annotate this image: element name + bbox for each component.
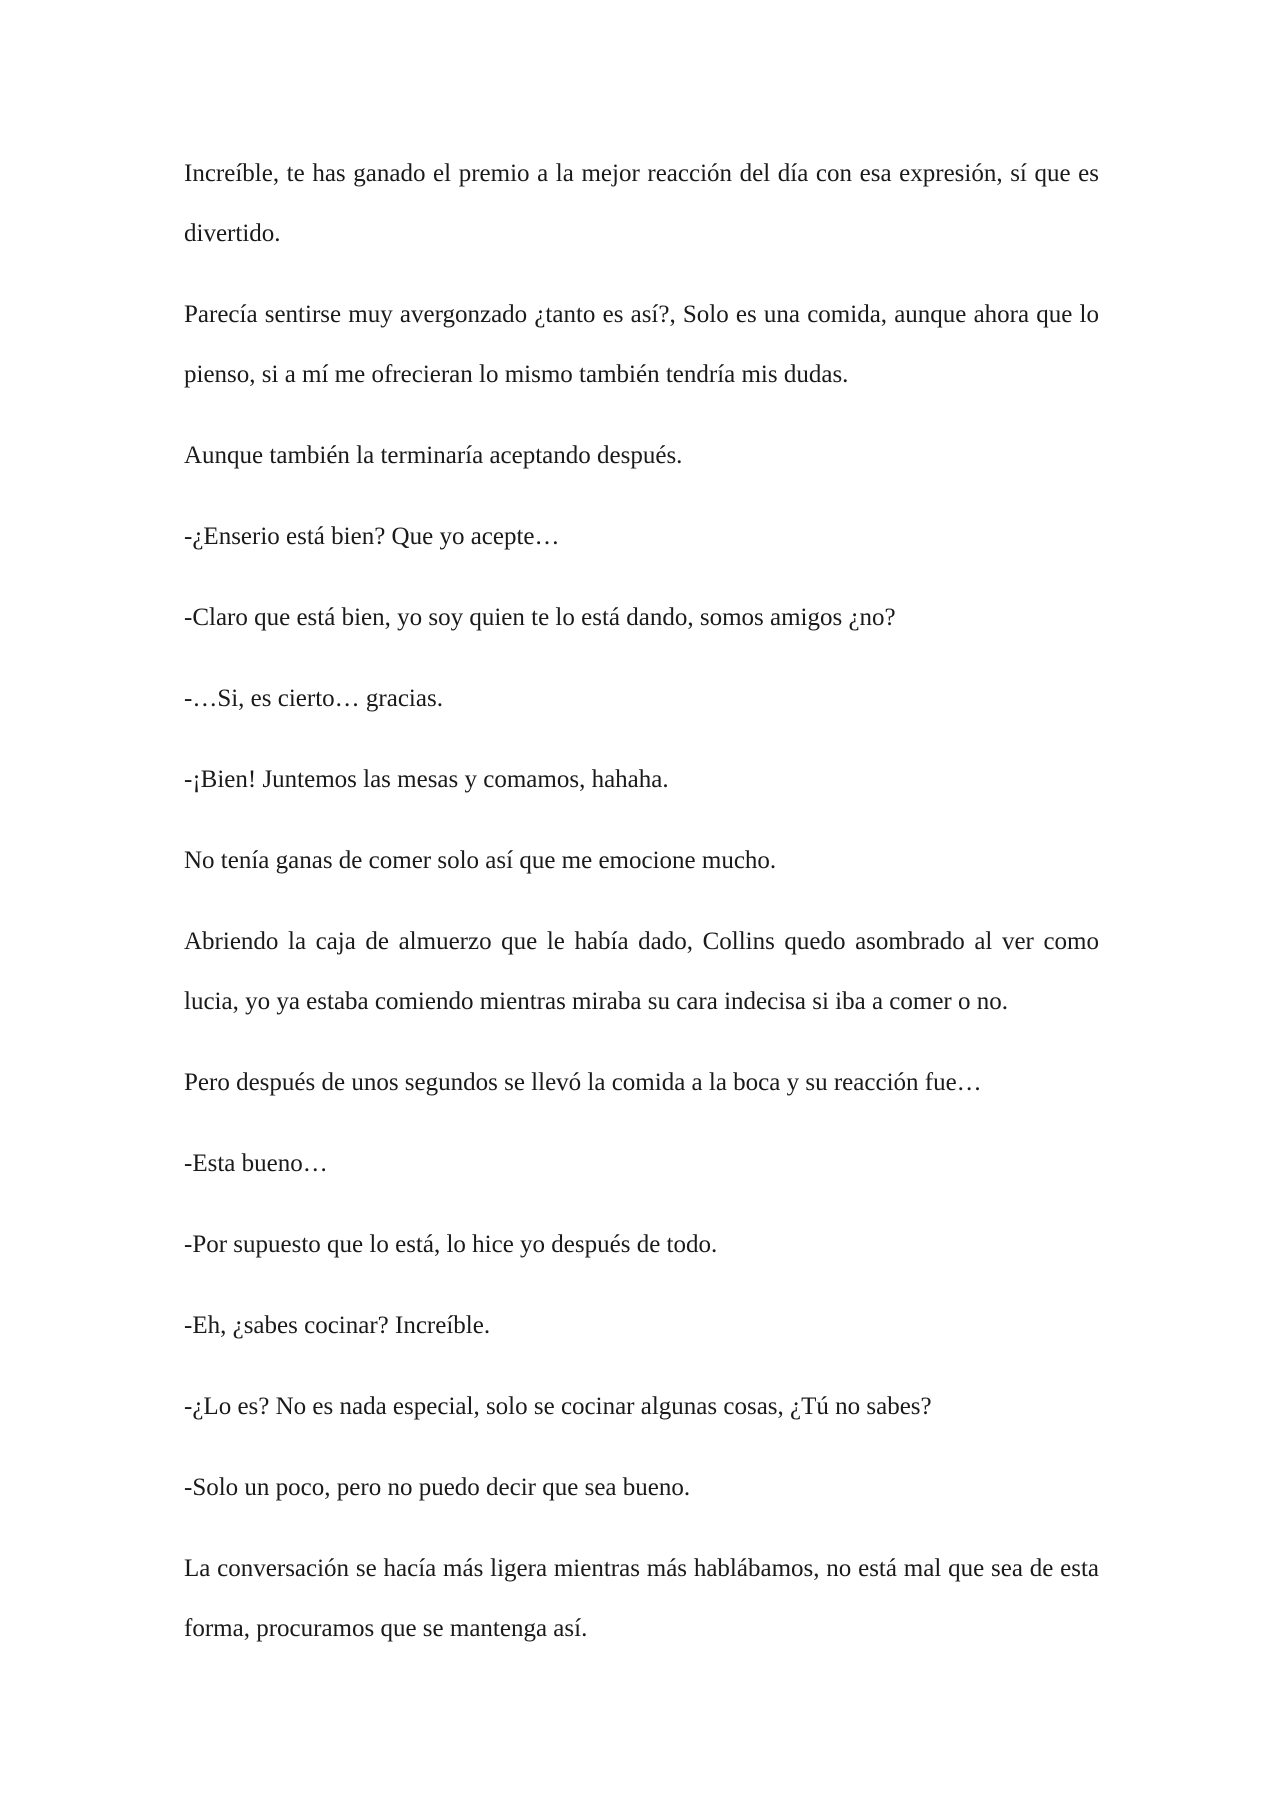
- paragraph-13: -Eh, ¿sabes cocinar? Increíble.: [184, 1312, 491, 1339]
- paragraph-1: Increíble, te has ganado el premio a la mejor reacción del día con esa expresión, sí que es divertido.: [184, 160, 1099, 247]
- paragraph-4: -¿Enserio está bien? Que yo acepte…: [184, 523, 560, 550]
- paragraph-2: Parecía sentirse muy avergonzado ¿tanto es así?, Solo es una comida, aunque ahora que lo pienso, si a mí me ofrecieran lo mismo también tendría mis dudas.: [184, 301, 1099, 388]
- paragraph-5: -Claro que está bien, yo soy quien te lo está dando, somos amigos ¿no?: [184, 604, 896, 631]
- paragraph-15: -Solo un poco, pero no puedo decir que sea bueno.: [184, 1474, 691, 1501]
- document-body: [184, 144, 1099, 1680]
- paragraph-6: -…Si, es cierto… gracias.: [184, 685, 443, 712]
- paragraph-14: -¿Lo es? No es nada especial, solo se cocinar algunas cosas, ¿Tú no sabes?: [184, 1393, 932, 1420]
- paragraph-10: Pero después de unos segundos se llevó la comida a la boca y su reacción fue…: [184, 1069, 982, 1096]
- paragraph-12: -Por supuesto que lo está, lo hice yo después de todo.: [184, 1231, 718, 1258]
- paragraph-7: -¡Bien! Juntemos las mesas y comamos, hahaha.: [184, 766, 669, 793]
- paragraph-9: Abriendo la caja de almuerzo que le había dado, Collins quedo asombrado al ver como lucia, yo ya estaba comiendo mientras miraba su cara indecisa si iba a comer o no.: [184, 928, 1099, 1015]
- paragraph-3: Aunque también la terminaría aceptando después.: [184, 442, 683, 469]
- paragraph-16: La conversación se hacía más ligera mientras más hablábamos, no está mal que sea de esta forma, procuramos que se mantenga así.: [184, 1555, 1099, 1642]
- paragraph-11: -Esta bueno…: [184, 1150, 328, 1177]
- paragraph-8: No tenía ganas de comer solo así que me emocione mucho.: [184, 847, 777, 874]
